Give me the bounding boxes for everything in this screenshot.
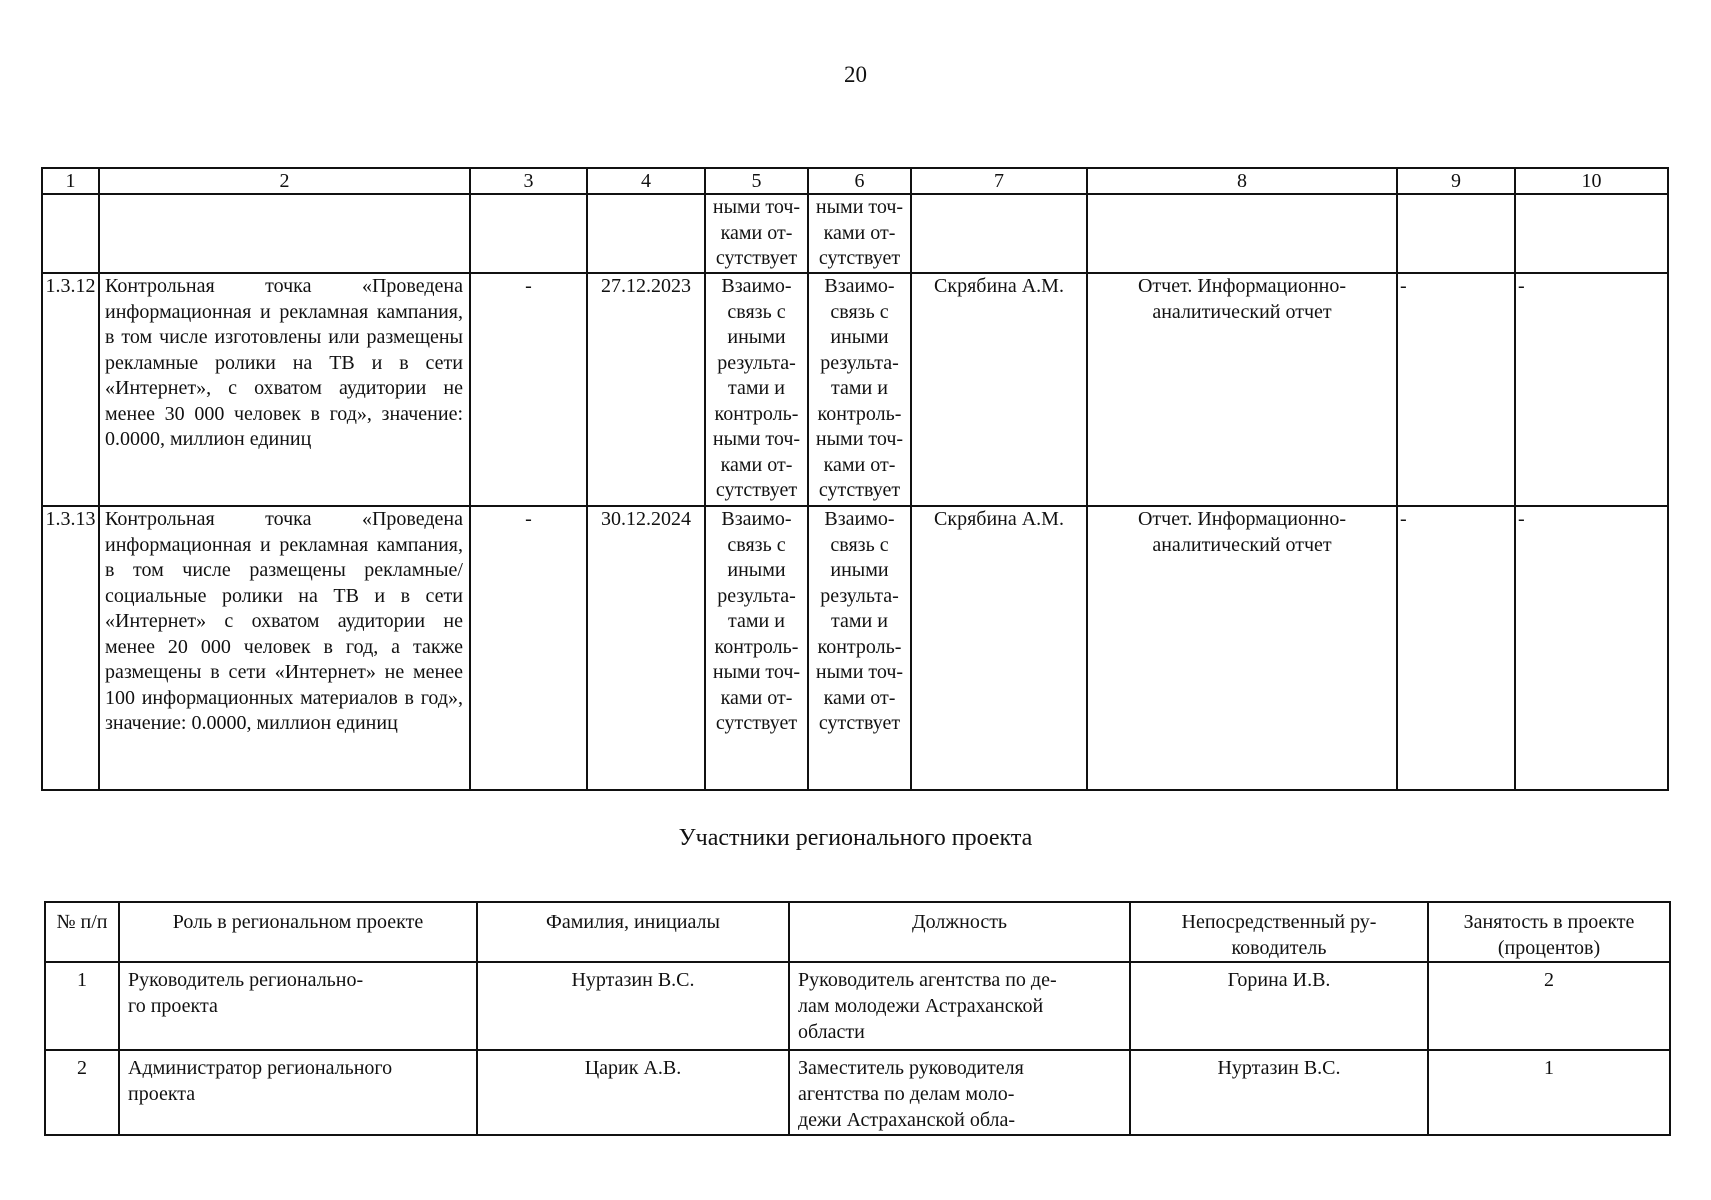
col10-value: - — [1515, 273, 1668, 506]
col9-value: - — [1397, 506, 1515, 790]
participant-supervisor: Горина И.В. — [1130, 962, 1428, 1050]
continuation-row — [42, 194, 1668, 273]
row-number: 1.3.13 — [42, 506, 99, 790]
header-cell: Фамилия, инициалы — [477, 902, 789, 962]
section-title: Участники регионального проекта — [678, 825, 1033, 851]
relationship-cell: Взаимо- связь с иными результа- тами и контроль- ными точ- ками от- сутствует — [705, 506, 808, 790]
participant-number: 1 — [45, 962, 119, 1050]
checkpoint-row — [42, 506, 1668, 790]
participant-position: Заместитель руководителя агентства по делам моло- дежи Астраханской обла- — [789, 1050, 1130, 1135]
header-cell: № п/п — [45, 902, 119, 962]
checkpoint-description: Контрольная точка «Проведена информационная и рекламная кампания, в том числе размещены рекламные/социальные ролики на ТВ и в сети «Интернет» с охватом аудитории не менее 20 000 человек в год, а также размещены в сети «Интернет» не менее 100 информационных материалов в год», значение: 0.0000, миллион единиц — [99, 506, 470, 790]
participant-row — [45, 1050, 1670, 1135]
column-number: 5 — [705, 168, 808, 194]
relationship-cell: ными точ- ками от- сутствует — [808, 194, 911, 273]
due-date: 27.12.2023 — [587, 273, 705, 506]
column-number: 1 — [42, 168, 99, 194]
relationship-cell: Взаимо- связь с иными результа- тами и контроль- ными точ- ками от- сутствует — [705, 273, 808, 506]
responsible-person: Скрябина А.М. — [911, 506, 1087, 790]
column-number-row — [42, 168, 1668, 194]
participant-name: Царик А.В. — [477, 1050, 789, 1135]
page-number: 20 — [844, 62, 867, 87]
participant-employment: 1 — [1428, 1050, 1670, 1135]
responsible-person: Скрябина А.М. — [911, 273, 1087, 506]
participant-employment: 2 — [1428, 962, 1670, 1050]
checkpoint-row — [42, 273, 1668, 506]
participant-name: Нуртазин В.С. — [477, 962, 789, 1050]
header-cell: Занятость в проекте (процентов) — [1428, 902, 1670, 962]
base-value: - — [470, 506, 587, 790]
participants-header-row — [45, 902, 1670, 962]
participant-position: Руководитель агентства по де- лам молодежи Астраханской области — [789, 962, 1130, 1050]
column-number: 2 — [99, 168, 470, 194]
column-number: 6 — [808, 168, 911, 194]
participant-number: 2 — [45, 1050, 119, 1135]
column-number: 4 — [587, 168, 705, 194]
header-cell: Должность — [789, 902, 1130, 962]
col10-value: - — [1515, 506, 1668, 790]
checkpoints-table — [41, 167, 1669, 791]
row-number: 1.3.12 — [42, 273, 99, 506]
relationship-cell: ными точ- ками от- сутствует — [705, 194, 808, 273]
participants-table — [44, 901, 1671, 1136]
report-type: Отчет. Информационно- аналитический отчет — [1087, 273, 1397, 506]
participant-supervisor: Нуртазин В.С. — [1130, 1050, 1428, 1135]
base-value: - — [470, 273, 587, 506]
column-number: 10 — [1515, 168, 1668, 194]
due-date: 30.12.2024 — [587, 506, 705, 790]
col9-value: - — [1397, 273, 1515, 506]
relationship-cell: Взаимо- связь с иными результа- тами и контроль- ными точ- ками от- сутствует — [808, 273, 911, 506]
participant-row — [45, 962, 1670, 1050]
relationship-cell: Взаимо- связь с иными результа- тами и контроль- ными точ- ками от- сутствует — [808, 506, 911, 790]
participant-role: Администратор регионального проекта — [119, 1050, 477, 1135]
column-number: 7 — [911, 168, 1087, 194]
column-number: 3 — [470, 168, 587, 194]
header-cell: Непосредственный ру- ководитель — [1130, 902, 1428, 962]
checkpoint-description: Контрольная точка «Проведена информационная и рекламная кампания, в том числе изготовлены или размещены рекламные ролики на ТВ и в сети «Интернет», с охватом аудитории не менее 30 000 человек в год», значение: 0.0000, миллион единиц — [99, 273, 470, 506]
column-number: 9 — [1397, 168, 1515, 194]
participant-role: Руководитель регионально- го проекта — [119, 962, 477, 1050]
header-cell: Роль в региональном проекте — [119, 902, 477, 962]
report-type: Отчет. Информационно- аналитический отчет — [1087, 506, 1397, 790]
column-number: 8 — [1087, 168, 1397, 194]
